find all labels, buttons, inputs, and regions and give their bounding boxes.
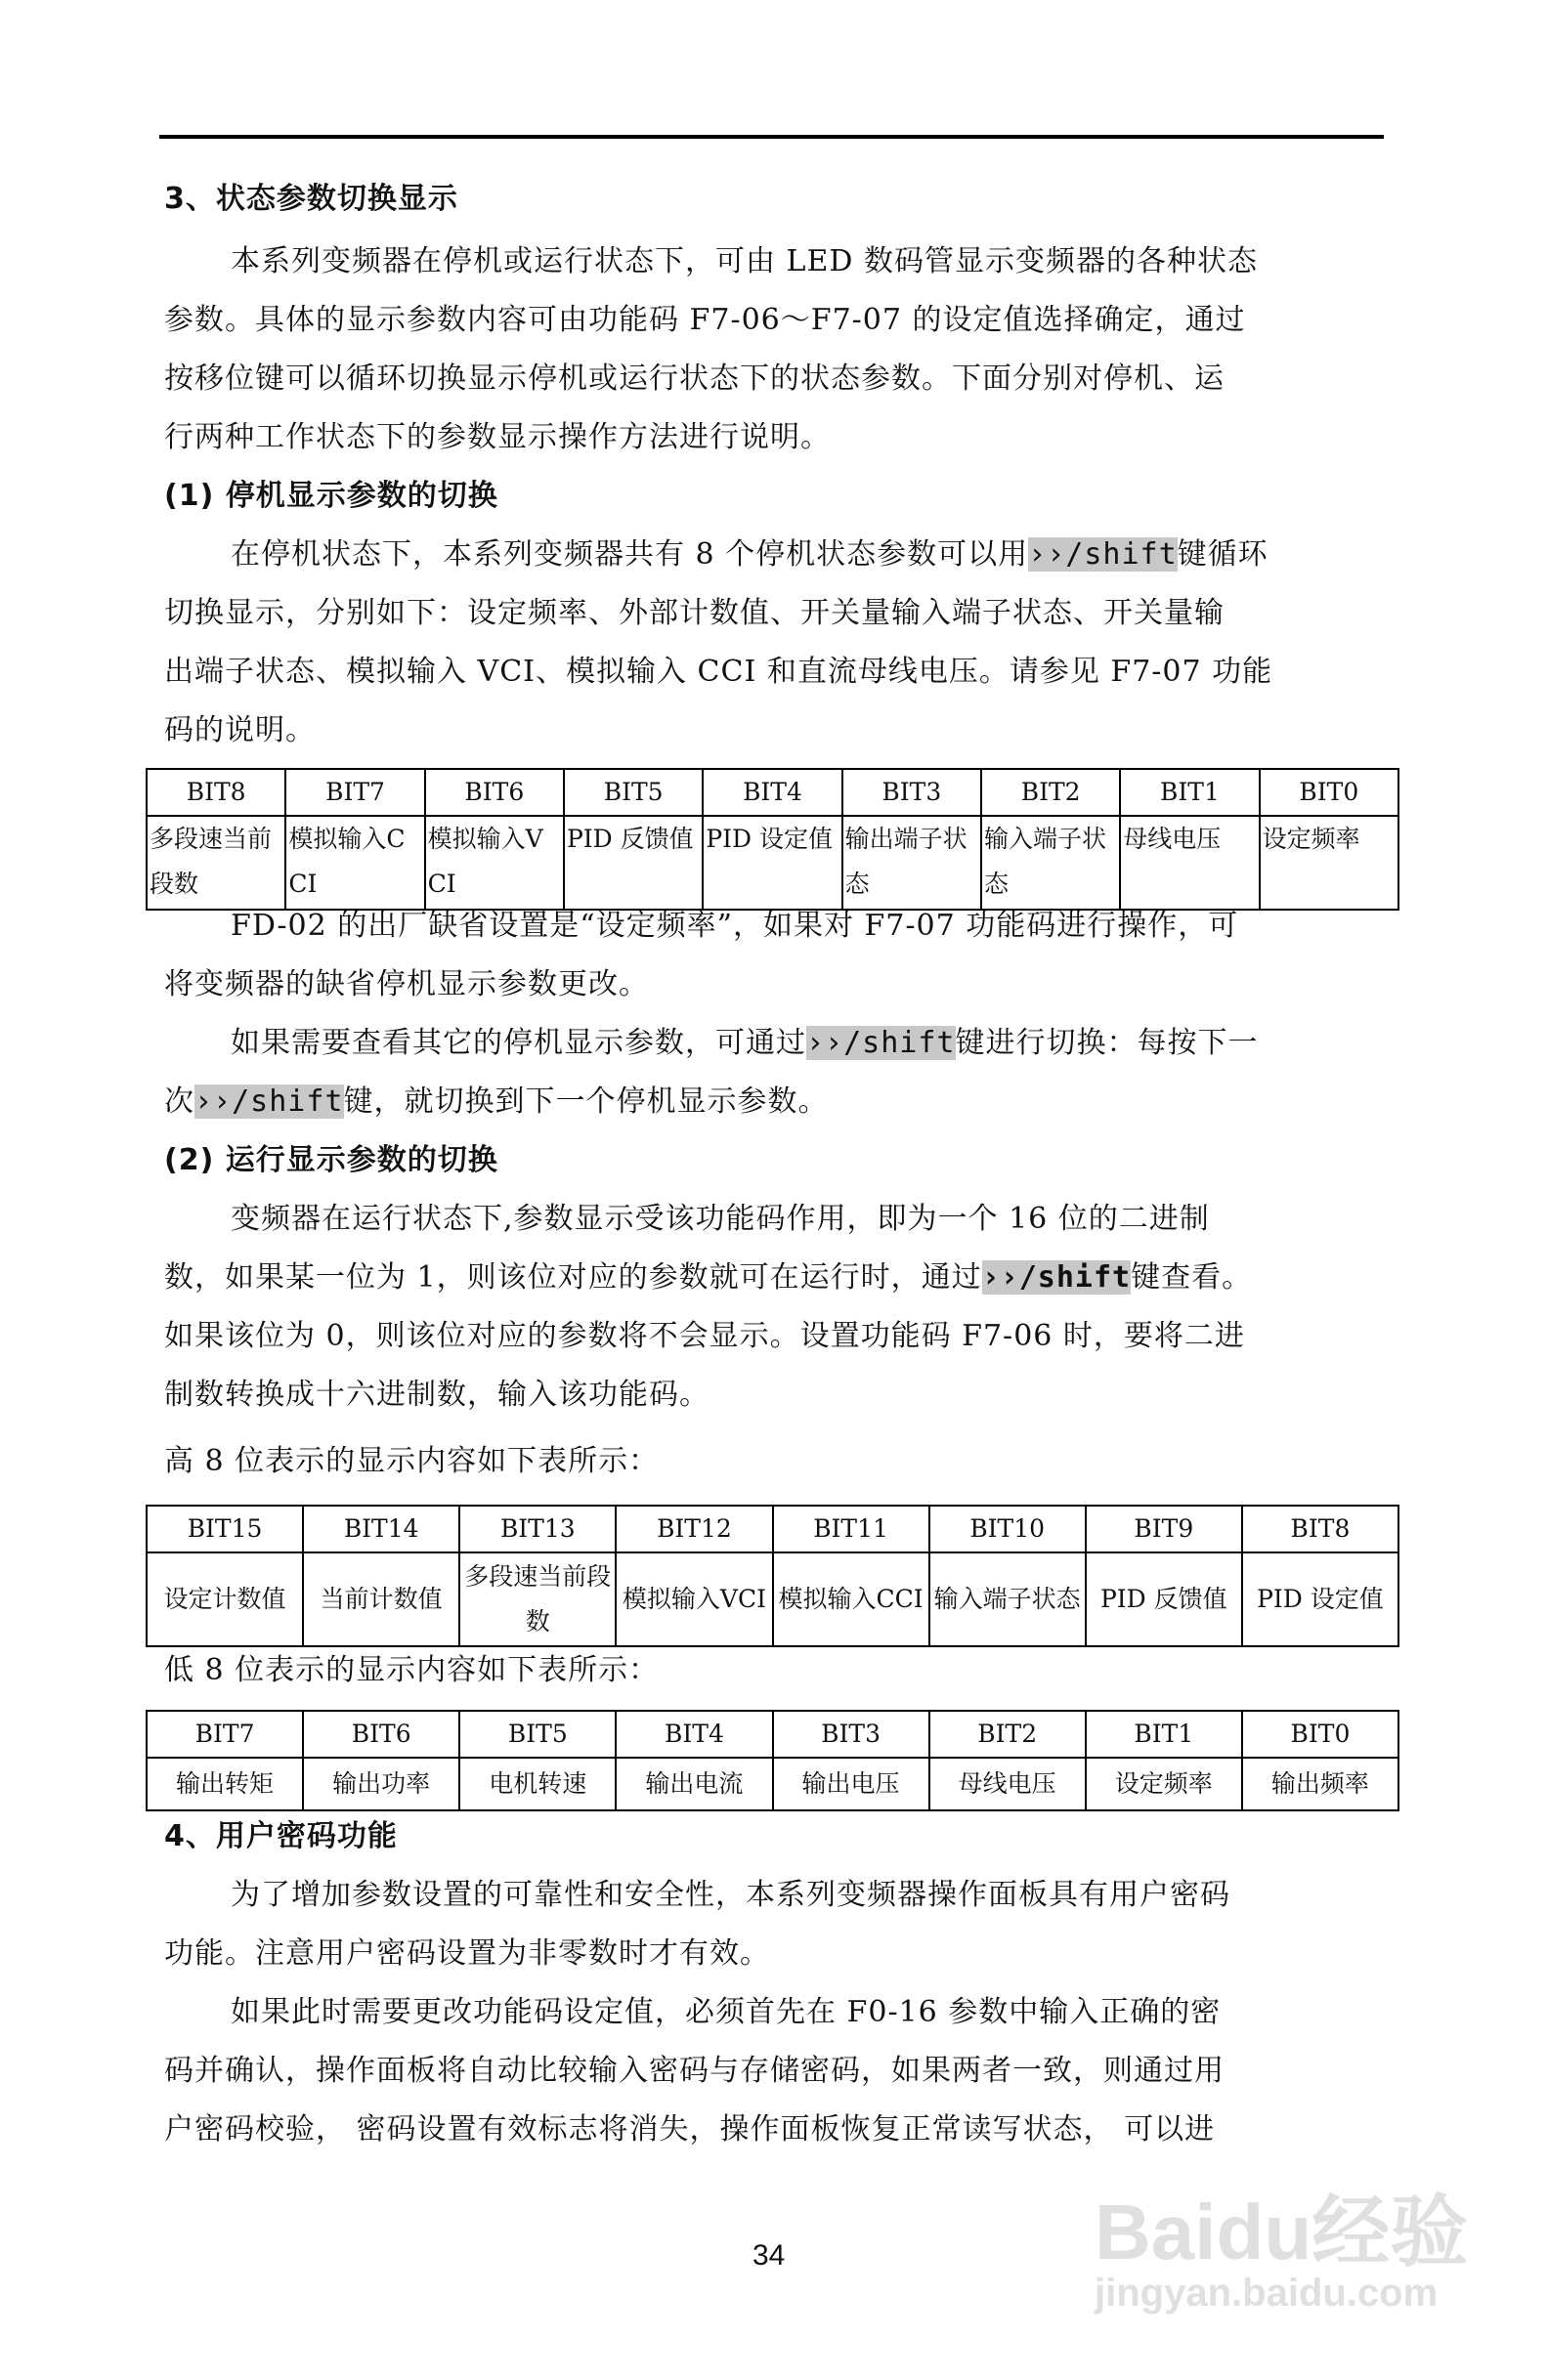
paragraph-line: 出端子状态、模拟输入 VCI、模拟输入 CCI 和直流母线电压。请参见 F7-07 功能 — [164, 655, 1273, 689]
table-cell: 设定计数值 — [147, 1552, 303, 1646]
paragraph-line: 为了增加参数设置的可靠性和安全性，本系列变频器操作面板具有用户密码 — [231, 1878, 1230, 1912]
table-cell: 输出频率 — [1242, 1758, 1398, 1810]
table-header: BIT0 — [1242, 1711, 1398, 1758]
table-header: BIT4 — [703, 769, 841, 816]
table-caption: 高 8 位表示的显示内容如下表所示： — [164, 1444, 660, 1478]
table-cell: 多段速当前段数 — [147, 816, 285, 910]
paragraph-line: 变频器在运行状态下,参数显示受该功能码作用，即为一个 16 位的二进制 — [231, 1202, 1210, 1236]
text: 键进行切换：每按下一 — [955, 1026, 1259, 1060]
paragraph-line: 本系列变频器在停机或运行状态下，可由 LED 数码管显示变频器的各种状态 — [231, 244, 1258, 278]
paragraph-line: 将变频器的缺省停机显示参数更改。 — [164, 967, 649, 1001]
table-header: BIT7 — [147, 1711, 303, 1758]
text: 次 — [164, 1084, 194, 1119]
table-cell: 输出电流 — [616, 1758, 772, 1810]
table-cell: 模拟输入VCI — [616, 1552, 772, 1646]
paragraph-line — [164, 1258, 1252, 1297]
table-cell: 当前计数值 — [303, 1552, 459, 1646]
shift-key-label: ››/shift — [981, 1260, 1132, 1295]
paragraph-line: 制数转换成十六进制数，输入该功能码。 — [164, 1378, 710, 1412]
text: 键，就切换到下一个停机显示参数。 — [343, 1084, 829, 1119]
table-cell: 模拟输入CCI — [773, 1552, 929, 1646]
table-cell: 输出端子状态 — [842, 816, 981, 910]
text: 键循环 — [1177, 537, 1268, 572]
table-header: BIT11 — [773, 1506, 929, 1552]
table-caption: 低 8 位表示的显示内容如下表所示： — [164, 1653, 660, 1687]
table-header: BIT14 — [303, 1506, 459, 1552]
table-header: BIT1 — [1086, 1711, 1242, 1758]
paragraph-line: 切换显示，分别如下：设定频率、外部计数值、开关量输入端子状态、开关量输 — [164, 596, 1225, 630]
table-header: BIT8 — [1242, 1506, 1398, 1552]
subsection-heading: (2) 运行显示参数的切换 — [164, 1143, 498, 1177]
table-cell: 输出电压 — [773, 1758, 929, 1810]
paragraph-line: 如果此时需要更改功能码设定值，必须首先在 F0-16 参数中输入正确的密 — [231, 1995, 1222, 2029]
table-cell: 模拟输入CCI — [285, 816, 424, 910]
table-cell: PID 反馈值 — [1086, 1552, 1242, 1646]
table-header: BIT2 — [929, 1711, 1086, 1758]
shift-key-label: ››/shift — [194, 1084, 344, 1119]
paragraph-line: 如果该位为 0，则该位对应的参数将不会显示。设置功能码 F7-06 时，要将二进 — [164, 1319, 1245, 1353]
table-cell: PID 设定值 — [703, 816, 841, 910]
table-cell: PID 反馈值 — [564, 816, 703, 910]
paragraph-line: 参数。具体的显示参数内容可由功能码 F7-06～F7-07 的设定值选择确定，通过 — [164, 303, 1246, 337]
table-header: BIT9 — [1086, 1506, 1242, 1552]
table-cell: 输入端子状态 — [981, 816, 1120, 910]
header-rule — [159, 135, 1384, 139]
paragraph-line: 码并确认，操作面板将自动比较输入密码与存储密码，如果两者一致，则通过用 — [164, 2054, 1225, 2088]
table-cell: 多段速当前段数 — [459, 1552, 616, 1646]
paragraph-line: 行两种工作状态下的参数显示操作方法进行说明。 — [164, 420, 831, 454]
shift-key-label: ››/shift — [806, 1026, 956, 1060]
table-cell: 设定频率 — [1086, 1758, 1242, 1810]
table-cell: 母线电压 — [929, 1758, 1086, 1810]
table-header: BIT2 — [981, 769, 1120, 816]
paragraph-line: 功能。注意用户密码设置为非零数时才有效。 — [164, 1936, 770, 1971]
paragraph-line: 按移位键可以循环切换显示停机或运行状态下的状态参数。下面分别对停机、运 — [164, 361, 1225, 396]
table-cell: 母线电压 — [1120, 816, 1259, 910]
paragraph-line — [231, 1024, 1259, 1063]
table-cell: 设定频率 — [1260, 816, 1398, 910]
table-header: BIT1 — [1120, 769, 1259, 816]
text: 键查看。 — [1131, 1260, 1253, 1295]
stop-params-table — [146, 768, 1399, 911]
table-header: BIT13 — [459, 1506, 616, 1552]
table-cell: 输出功率 — [303, 1758, 459, 1810]
section-heading: 4、用户密码功能 — [164, 1819, 398, 1853]
table-cell: 输出转矩 — [147, 1758, 303, 1810]
table-header: BIT5 — [459, 1711, 616, 1758]
table-header: BIT8 — [147, 769, 285, 816]
paragraph-line: FD-02 的出厂缺省设置是“设定频率”，如果对 F7-07 功能码进行操作，可 — [231, 909, 1239, 943]
text: 如果需要查看其它的停机显示参数，可通过 — [231, 1026, 806, 1060]
table-cell: 模拟输入VCI — [425, 816, 564, 910]
table-cell: 电机转速 — [459, 1758, 616, 1810]
table-cell: PID 设定值 — [1242, 1552, 1398, 1646]
table-header: BIT10 — [929, 1506, 1086, 1552]
paragraph-line — [231, 535, 1268, 574]
section-heading: 3、状态参数切换显示 — [164, 182, 458, 216]
table-header: BIT6 — [303, 1711, 459, 1758]
subsection-heading: (1) 停机显示参数的切换 — [164, 479, 498, 513]
text: 在停机状态下，本系列变频器共有 8 个停机状态参数可以用 — [231, 537, 1029, 572]
table-header: BIT6 — [425, 769, 564, 816]
paragraph-line — [164, 1083, 829, 1122]
paragraph-line: 户密码校验， 密码设置有效标志将消失，操作面板恢复正常读写状态， 可以进 — [164, 2112, 1216, 2146]
watermark-logo: Baidu经验 — [1095, 2189, 1469, 2275]
table-header: BIT15 — [147, 1506, 303, 1552]
low-bits-table — [146, 1710, 1399, 1811]
paragraph-line: 码的说明。 — [164, 713, 316, 747]
table-header: BIT3 — [773, 1711, 929, 1758]
table-header: BIT0 — [1260, 769, 1398, 816]
table-header: BIT5 — [564, 769, 703, 816]
table-header: BIT3 — [842, 769, 981, 816]
table-header: BIT4 — [616, 1711, 772, 1758]
watermark — [1095, 2169, 1468, 2316]
table-header: BIT12 — [616, 1506, 772, 1552]
high-bits-table — [146, 1505, 1399, 1647]
table-cell: 输入端子状态 — [929, 1552, 1086, 1646]
watermark-url: jingyan.baidu.com — [1095, 2272, 1439, 2315]
page-number: 34 — [752, 2239, 786, 2272]
text: 数，如果某一位为 1，则该位对应的参数就可在运行时，通过 — [164, 1260, 982, 1295]
shift-key-label: ››/shift — [1028, 537, 1178, 572]
table-header: BIT7 — [285, 769, 424, 816]
